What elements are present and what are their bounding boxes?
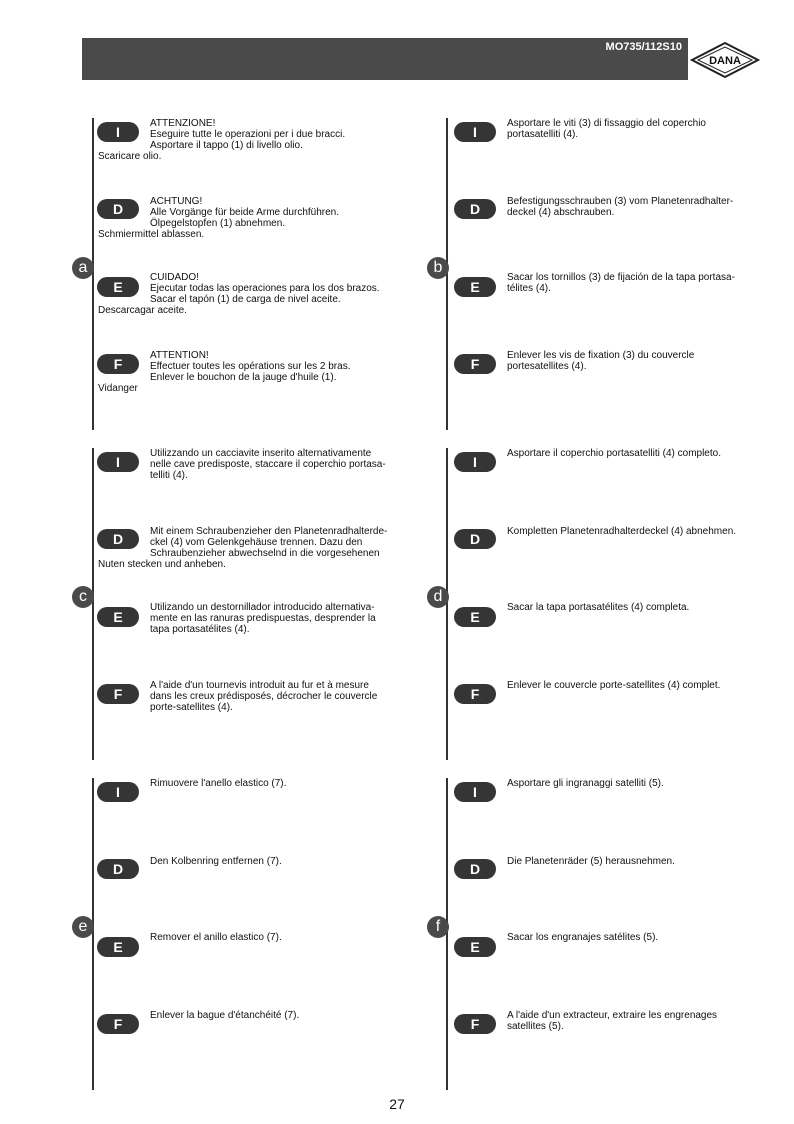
language-badge-i: I [454,122,496,142]
instruction-text: Utilizzando un cacciavite inserito alternativamente nelle cave predisposte, staccare il coperchio portasa- telliti (4). [150,448,386,481]
language-badge-e: E [454,937,496,957]
instruction-text-tail: Vidanger [98,383,138,394]
language-badge-e: E [454,607,496,627]
instruction-text: Die Planetenräder (5) herausnehmen. [507,856,675,867]
language-badge-f: F [97,684,139,704]
section-letter-c: c [72,586,94,608]
section-letter-e: e [72,916,94,938]
instruction-text: Mit einem Schraubenzieher den Planetenradhalterde- ckel (4) vom Gelenkgehäuse trennen. Dazu den Schraubenzieher abwechselnd in die vorgesehenen [150,526,388,559]
section-letter-d: d [427,586,449,608]
instruction-text: Befestigungsschrauben (3) vom Planetenradhalter- deckel (4) abschrauben. [507,196,734,218]
instruction-text-tail: Scaricare olio. [98,151,162,162]
language-badge-f: F [454,354,496,374]
section-divider-line [92,448,94,760]
language-badge-e: E [97,937,139,957]
instruction-text: Rimuovere l'anello elastico (7). [150,778,287,789]
section-letter-b: b [427,257,449,279]
instruction-text: Enlever la bague d'étanchéité (7). [150,1010,300,1021]
section-letter-f: f [427,916,449,938]
section-divider-line [92,778,94,1090]
section-letter-a: a [72,257,94,279]
language-badge-f: F [97,354,139,374]
instruction-text-tail: Schmiermittel ablassen. [98,229,205,240]
instruction-text: Sacar los tornillos (3) de fijación de la tapa portasa- télites (4). [507,272,735,294]
language-badge-d: D [97,529,139,549]
instruction-text: A l'aide d'un tournevis introduit au fur et à mesure dans les creux prédisposés, décrocher le couvercle porte-satellites (4). [150,680,378,713]
instruction-text: Utilizando un destornillador introducido alternativa- mente en las ranuras predispuestas, desprender la tapa portasatélites (4). [150,602,376,635]
instruction-text-tail: Descarcagar aceite. [98,305,187,316]
instruction-text: ATTENTION! Effectuer toutes les opérations sur les 2 bras. Enlever le bouchon de la jauge d'huile (1). [150,350,351,383]
language-badge-d: D [454,529,496,549]
language-badge-d: D [97,199,139,219]
instruction-text: Sacar los engranajes satélites (5). [507,932,659,943]
instruction-text: Asportare le viti (3) di fissaggio del coperchio portasatelliti (4). [507,118,706,140]
logo-text: DANA [709,55,741,67]
language-badge-i: I [97,122,139,142]
language-badge-d: D [454,859,496,879]
instruction-text: Asportare gli ingranaggi satelliti (5). [507,778,664,789]
page-number: 27 [389,1096,405,1112]
instruction-text: Asportare il coperchio portasatelliti (4) completo. [507,448,721,459]
header-bar [82,38,688,80]
language-badge-f: F [454,684,496,704]
language-badge-f: F [97,1014,139,1034]
language-badge-d: D [97,859,139,879]
instruction-text: Kompletten Planetenradhalterdeckel (4) abnehmen. [507,526,737,537]
instruction-text: ATTENZIONE! Eseguire tutte le operazioni per i due bracci. Asportare il tappo (1) di livello olio. [150,118,346,151]
dana-logo [690,40,760,80]
instruction-text: Sacar la tapa portasatélites (4) completa. [507,602,690,613]
language-badge-e: E [454,277,496,297]
instruction-text: Enlever les vis de fixation (3) du couvercle portesatellites (4). [507,350,695,372]
language-badge-i: I [97,782,139,802]
instruction-text: Den Kolbenring entfernen (7). [150,856,282,867]
instruction-text: ACHTUNG! Alle Vorgänge für beide Arme durchführen. Ölpegelstopfen (1) abnehmen. [150,196,340,229]
language-badge-e: E [97,607,139,627]
instruction-text: A l'aide d'un extracteur, extraire les engrenages satellites (5). [507,1010,718,1032]
language-badge-d: D [454,199,496,219]
doc-code: MO735/112S10 [605,41,682,53]
language-badge-e: E [97,277,139,297]
language-badge-i: I [454,452,496,472]
language-badge-i: I [97,452,139,472]
instruction-text: CUIDADO! Ejecutar todas las operaciones para los dos brazos. Sacar el tapón (1) de carga de nivel aceite. [150,272,380,305]
language-badge-i: I [454,782,496,802]
instruction-text: Remover el anillo elastico (7). [150,932,282,943]
instruction-text-tail: Nuten stecken und anheben. [98,559,226,570]
instruction-text: Enlever le couvercle porte-satellites (4) complet. [507,680,721,691]
language-badge-f: F [454,1014,496,1034]
